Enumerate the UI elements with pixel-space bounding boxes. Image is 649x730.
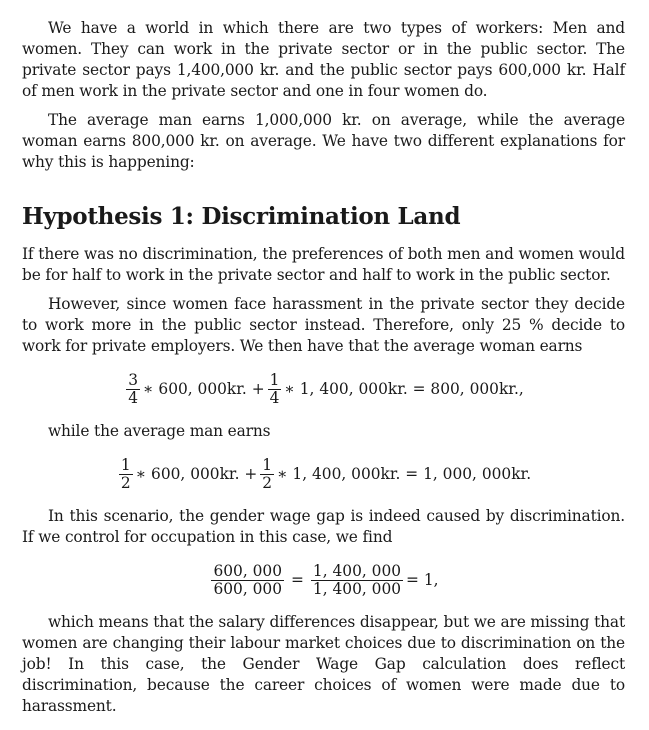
equation-average-woman	[22, 363, 625, 415]
fraction	[268, 372, 282, 407]
fraction-denominator: 4	[128, 388, 139, 407]
section-paragraph-3: while the average man earns	[48, 422, 271, 440]
equation-result: = 1,	[406, 571, 439, 589]
equation-term: ∗ 600, 000kr. +	[143, 380, 265, 398]
equals-sign: =	[291, 571, 304, 589]
fraction-denominator: 2	[120, 473, 131, 492]
fraction-numerator: 1	[269, 370, 280, 389]
fraction	[211, 563, 284, 598]
section-paragraph-1: If there was no discrimination, the preferences of both men and women would be for half to work in the private sector and half to work in the public sector.	[22, 245, 625, 284]
equation-term: ∗ 1, 400, 000kr. = 800, 000kr.,	[284, 380, 524, 398]
fraction-denominator: 2	[262, 473, 273, 492]
fraction	[260, 457, 274, 492]
fraction-numerator: 3	[128, 370, 139, 389]
fraction-denominator: 1, 400, 000	[312, 579, 402, 598]
intro-paragraph-2: The average man earns 1,000,000 kr. on average, while the average woman earns 800,000 kr. on average. We have two different explanations for why this is happening:	[22, 111, 625, 171]
fraction	[119, 457, 133, 492]
equation-term: ∗ 600, 000kr. +	[135, 465, 258, 483]
fraction-numerator: 1	[262, 455, 273, 474]
equation-term: ∗ 1, 400, 000kr. = 1, 000, 000kr.	[277, 465, 532, 483]
fraction-numerator: 600, 000	[213, 561, 283, 580]
section-heading: Hypothesis 1: Discrimination Land	[22, 203, 461, 230]
section-paragraph-4: In this scenario, the gender wage gap is indeed caused by discrimination. If we control for occupation in this case, we find	[22, 507, 625, 546]
section-paragraph-5: which means that the salary differences disappear, but we are missing that women are changing their labour market choices due to discrimination on the job! In this case, the Gender Wage Gap calculation does reflect discrimination, because the career choices of women were made due to harassment.	[22, 613, 625, 715]
fraction-numerator: 1, 400, 000	[312, 561, 402, 580]
equation-average-man	[22, 448, 625, 500]
fraction-denominator: 600, 000	[213, 579, 283, 598]
equation-ratio	[22, 554, 625, 606]
fraction	[311, 563, 403, 598]
section-paragraph-2: However, since women face harassment in the private sector they decide to work more in the public sector instead. Therefore, only 25 % decide to work for private employers. We then have that the average woman earns	[22, 295, 625, 355]
fraction-denominator: 4	[269, 388, 280, 407]
fraction	[126, 372, 140, 407]
intro-paragraph-1: We have a world in which there are two types of workers: Men and women. They can work in the private sector or in the public sector. The private sector pays 1,400,000 kr. and the public sector pays 600,000 kr. Half of men work in the private sector and one in four women do.	[22, 19, 625, 100]
fraction-numerator: 1	[120, 455, 131, 474]
